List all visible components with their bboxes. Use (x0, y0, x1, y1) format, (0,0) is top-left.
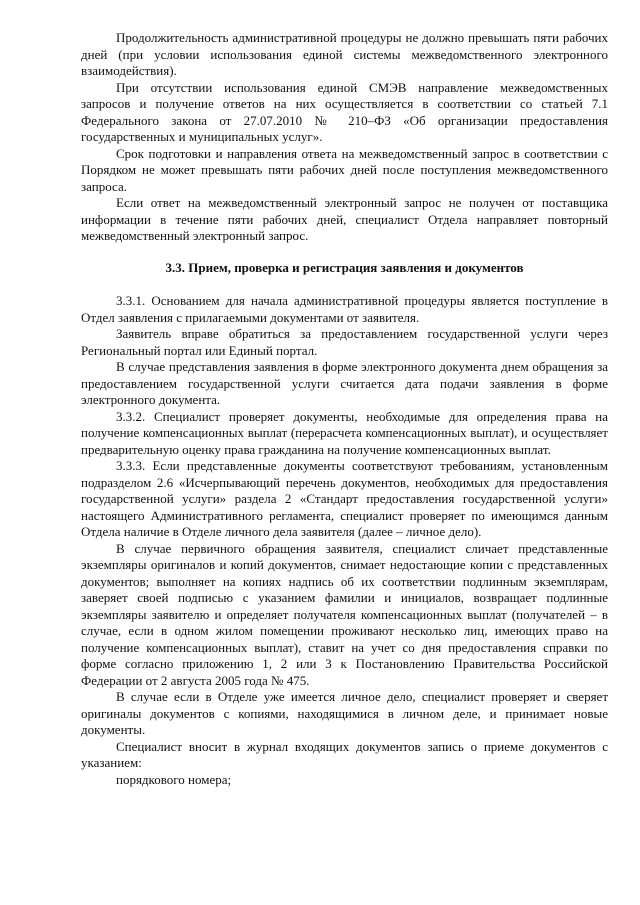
paragraph: Заявитель вправе обратиться за предоставлением государственной услуги через Региональный портал или Единый портал. (81, 326, 608, 358)
paragraph: Продолжительность административной процедуры не должно превышать пяти рабочих дней (при условии использования единой системы межведомственного электронного взаимодействия). (81, 30, 608, 78)
paragraph: В случае если в Отделе уже имеется личное дело, специалист проверяет и сверяет оригиналы документов с копиями, находящимися в личном деле, и принимает новые документы. (81, 689, 608, 737)
paragraph: При отсутствии использования единой СМЭВ направление межведомственных запросов и получение ответов на них осуществляется в соответствии со статьей 7.1 Федерального закона от 27.07.2010 № 210–ФЗ «Об организации предоставления государственных и муниципальных услуг». (81, 79, 608, 144)
paragraph: 3.3.2. Специалист проверяет документы, необходимые для определения права на получение компенсационных выплат (перерасчета компенсационных выплат), и осуществляет предварительную оценку права гражданина на получение компенсационных выплат. (81, 408, 608, 457)
paragraph: 3.3.1. Основанием для начала административной процедуры является поступление в Отдел заявления с прилагаемыми документами от заявителя. (81, 293, 608, 325)
paragraph: В случае представления заявления в форме электронного документа днем обращения за предоставлением государственной услуги считается дата подачи заявления в форме электронного документа. (81, 359, 608, 407)
paragraph: 3.3.3. Если представленные документы соответствуют требованиям, установленным подразделом 2.6 «Исчерпывающий перечень документов, необходимых для предоставления государственной услуги» раздела 2 «Стандарт предоставления государственной услуги» настоящего Административного регламента, специалист проверяет по имеющимся данным Отдела наличие в Отделе личного дела заявителя (далее – личное дело). (81, 458, 608, 539)
paragraph: В случае первичного обращения заявителя, специалист сличает представленные экземпляры оригиналов и копий документов, снимает недостающие копии с представленных документов; выполняет на копиях надпись об их соответствии подлинным экземплярам, заверяет своей подписью с указанием фамилии и инициалов, возвращает подлинные экземпляры заявителю и определяет получателя компенсационных выплат (получателей – в случае, если в одном жилом помещении проживают несколько лиц, имеющих право на получение компенсационных выплат), ставит на учет со дня предоставления справки по форме согласно приложению 1, 2 или 3 к Постановлению Правительства Российской Федерации от 2 августа 2005 года № 475. (81, 540, 608, 688)
section-heading: 3.3. Прием, проверка и регистрация заявления и документов (165, 259, 524, 275)
list-item: порядкового номера; (116, 771, 232, 787)
paragraph: Если ответ на межведомственный электронный запрос не получен от поставщика информации в течение пяти рабочих дней, специалист Отдела направляет повторный межведомственный электронный запрос. (81, 195, 608, 243)
paragraph: Срок подготовки и направления ответа на межведомственный запрос в соответствии с Порядком не может превышать пяти рабочих дней после поступления межведомственного запроса. (81, 145, 608, 194)
paragraph: Специалист вносит в журнал входящих документов запись о приеме документов с указанием: (81, 738, 608, 770)
